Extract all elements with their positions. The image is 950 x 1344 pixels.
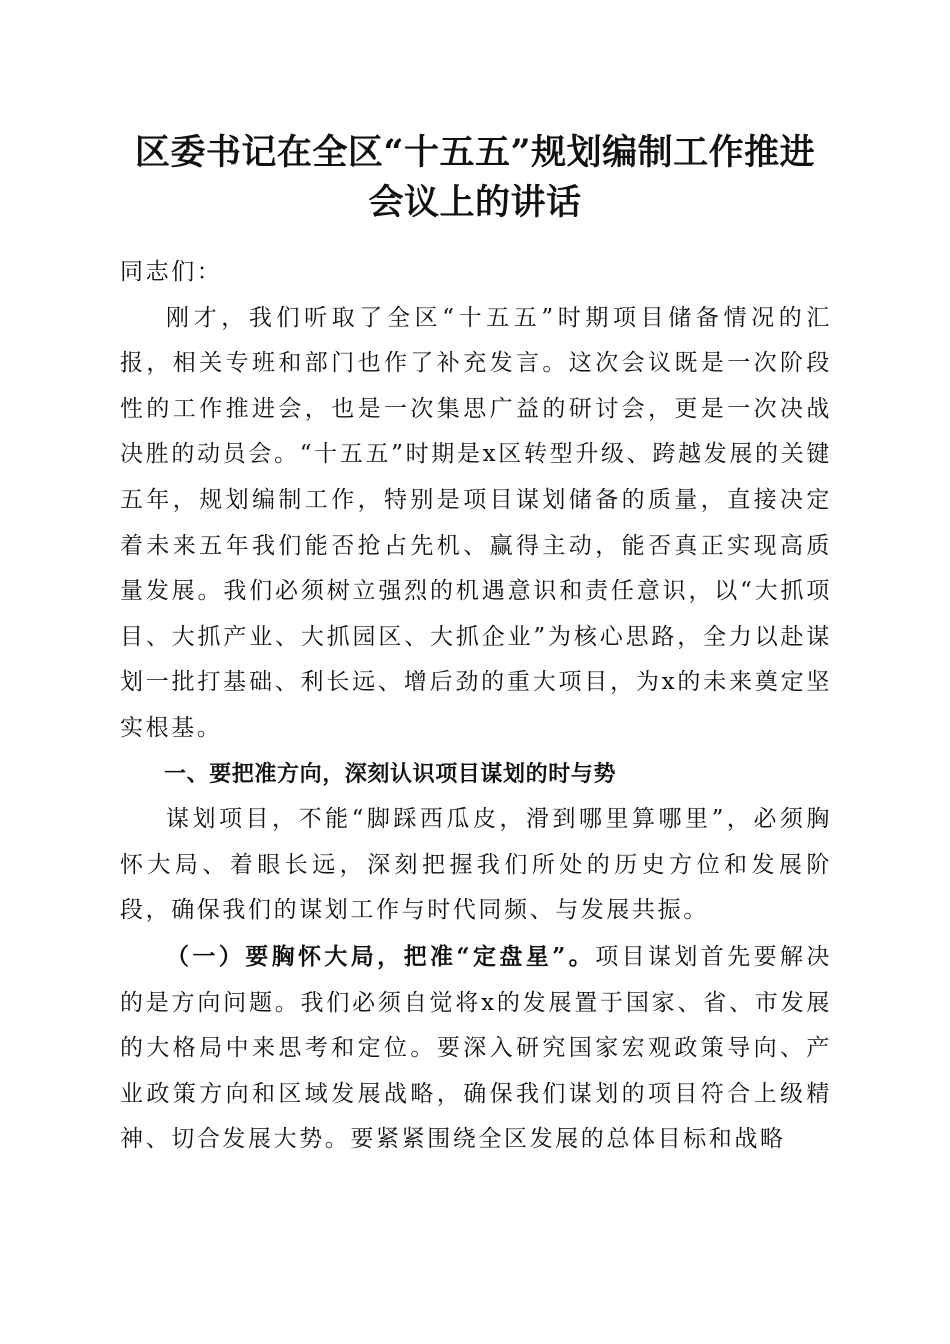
subsection-1-text: 项目谋划首先要解决的是方向问题。我们必须自觉将x的发展置于国家、省、市发展的大格局中来思考和定位。要深入研究国家宏观政策导向、产业政策方向和区域发展战略，确保我们谋划的项目符合上级精神、切合发展大势。要紧紧围绕全区发展的总体目标和战略 (120, 943, 832, 1153)
section-heading-1: 一、要把准方向，深刻认识项目谋划的时与势 (164, 761, 617, 787)
paragraph-section-1: 谋划项目，不能“脚踩西瓜皮，滑到哪里算哪里”，必须胸怀大局、着眼长远，深刻把握我们所处的历史方位和发展阶段，确保我们的谋划工作与时代同频、与发展共振。 (120, 806, 832, 924)
title-line-2: 会议上的讲话 (368, 182, 582, 223)
subsection-heading-1: （一）要胸怀大局，把准“定盘星”。 (166, 942, 596, 970)
salutation: 同志们： (120, 259, 223, 285)
title-line-1: 区委书记在全区“十五五”规划编制工作推进 (134, 132, 816, 173)
paragraph-subsection-1 (120, 934, 832, 1163)
document-body (120, 250, 832, 1163)
paragraph-opening: 刚才，我们听取了全区“十五五”时期项目储备情况的汇报，相关专班和部门也作了补充发言。这次会议既是一次阶段性的工作推进会，也是一次集思广益的研讨会，更是一次决战决胜的动员会。“十五五”时期是x区转型升级、跨越发展的关键五年，规划编制工作，特别是项目谋划储备的质量，直接决定着未来五年我们能否抢占先机、赢得主动，能否真正实现高质量发展。我们必须树立强烈的机遇意识和责任意识，以“大抓项目、大抓产业、大抓园区、大抓企业”为核心思路，全力以赴谋划一批打基础、利长远、增后劲的重大项目，为x的未来奠定坚实根基。 (120, 304, 832, 741)
document-title (100, 128, 850, 228)
